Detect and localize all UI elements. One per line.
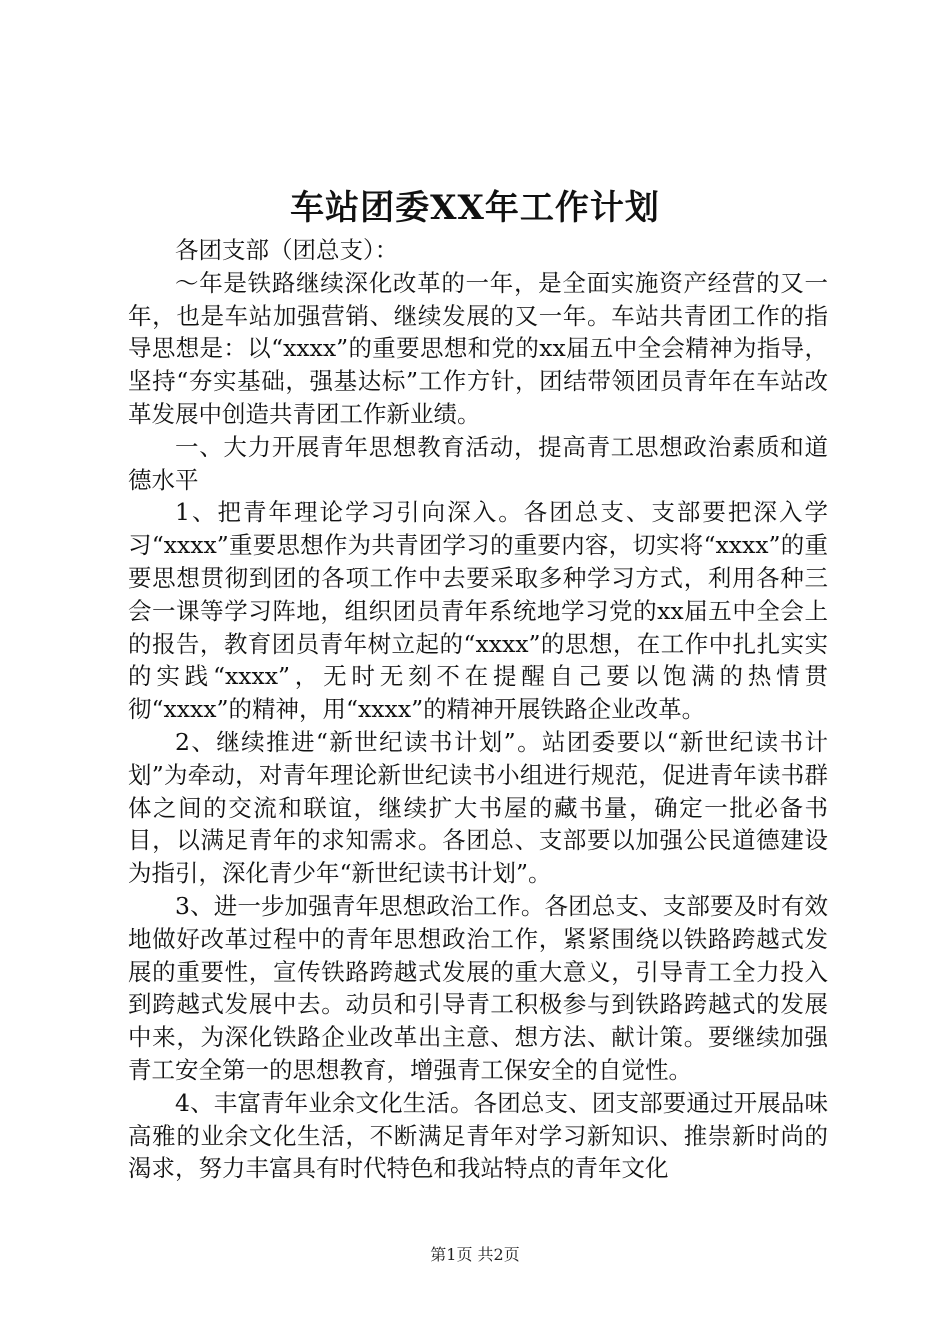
paragraph-item-2: 2、继续推进“新世纪读书计划”。站团委要以“新世纪读书计划”为牵动，对青年理论新世纪读书小组进行规范，促进青年读书群体之间的交流和联谊，继续扩大书屋的藏书量，确定一批必备书目，以满足青年的求知需求。各团总、支部要以加强公民道德建设为指引，深化青少年“新世纪读书计划”。 bbox=[128, 727, 828, 888]
paragraph-intro: ～年是铁路继续深化改革的一年，是全面实施资产经营的又一年，也是车站加强营销、继续发展的又一年。车站共青团工作的指导思想是：以“xxxx”的重要思想和党的xx届五中全会精神为指导，坚持“夯实基础，强基达标”工作方针，团结带领团员青年在车站改革发展中创造共青团工作新业绩。 bbox=[128, 268, 828, 428]
document-title: 车站团委XX年工作计划 bbox=[290, 188, 660, 228]
salutation: 各团支部（团总支）： bbox=[175, 236, 399, 264]
document-body bbox=[128, 234, 828, 1185]
section-heading-1: 一、大力开展青年思想教育活动，提高青工思想政治素质和道德水平 bbox=[128, 432, 828, 494]
paragraph-item-4: 4、丰富青年业余文化生活。各团总支、团支部要通过开展品味高雅的业余文化生活，不断满足青年对学习新知识、推崇新时尚的渴求，努力丰富具有时代特色和我站特点的青年文化 bbox=[128, 1088, 828, 1183]
paragraph-item-3: 3、进一步加强青年思想政治工作。各团总支、支部要及时有效地做好改革过程中的青年思想政治工作，紧紧围绕以铁路跨越式发展的重要性，宣传铁路跨越式发展的重大意义，引导青工全力投入到跨越式发展中去。动员和引导青工积极参与到铁路跨越式的发展中来，为深化铁路企业改革出主意、想方法、献计策。要继续加强青工安全第一的思想教育，增强青工保安全的自觉性。 bbox=[128, 891, 828, 1084]
paragraph-item-1: 1、把青年理论学习引向深入。各团总支、支部要把深入学习“xxxx”重要思想作为共青团学习的重要内容，切实将“xxxx”的重要思想贯彻到团的各项工作中去要采取多种学习方式，利用各种三会一课等学习阵地，组织团员青年系统地学习党的xx届五中全会上的报告，教育团员青年树立起的“xxxx”的思想，在工作中扎扎实实的实践“xxxx”，无时无刻不在提醒自己要以饱满的热情贯彻“xxxx”的精神，用“xxxx”的精神开展铁路企业改革。 bbox=[128, 498, 828, 724]
page-number-footer: 第1页 共2页 bbox=[430, 1245, 520, 1264]
